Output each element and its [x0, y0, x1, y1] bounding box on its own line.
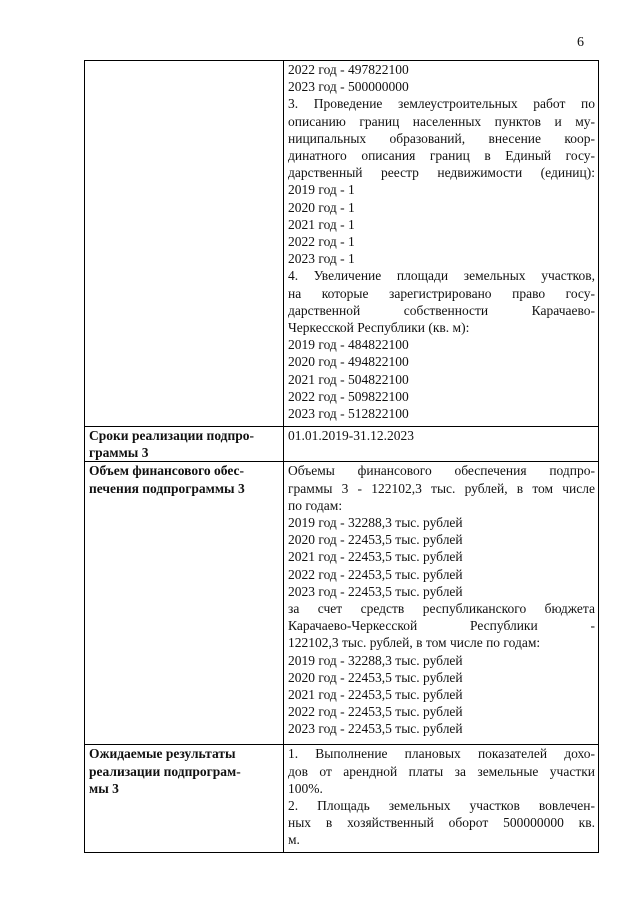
content-line: м.	[288, 832, 300, 848]
content-line: 2021 год - 1	[288, 216, 355, 232]
content-line: Черкесской Республики (кв. м):	[288, 320, 470, 336]
content-line: 2021 год - 22453,5 тыс. рублей	[288, 549, 463, 565]
table-row	[85, 462, 599, 745]
content-line: динатного описания границ в Единый госу-	[288, 148, 595, 164]
content-line: 2023 год - 22453,5 тыс. рублей	[288, 721, 463, 737]
content-line: граммы 3 - 122102,3 тыс. рублей, в том числе	[288, 480, 595, 496]
content-line: по годам:	[288, 497, 343, 513]
content-line: 2021 год - 22453,5 тыс. рублей	[288, 687, 463, 703]
content-line: 2020 год - 22453,5 тыс. рублей	[288, 669, 463, 685]
content-line: ниципальных образований, внесение коор-	[288, 130, 595, 146]
row-content-cell	[284, 462, 599, 745]
content-line: 2021 год - 504822100	[288, 371, 409, 387]
content-line: дарственной собственности Карачаево-	[288, 302, 595, 318]
content-line: 2020 год - 22453,5 тыс. рублей	[288, 532, 463, 548]
content-line: 2022 год - 497822100	[288, 62, 409, 77]
content-line: на которые зарегистрировано право госу-	[288, 285, 595, 301]
content-line: 2023 год - 500000000	[288, 79, 409, 95]
content-line: 2023 год - 1	[288, 251, 355, 267]
row-content-cell	[284, 745, 599, 853]
row-content-cell	[284, 61, 599, 427]
row-label-cell	[85, 745, 284, 853]
content-line: 2022 год - 509822100	[288, 388, 409, 404]
content-line: 2. Площадь земельных участков вовлечен-	[288, 798, 595, 814]
content-line: 2019 год - 32288,3 тыс. рублей	[288, 652, 463, 668]
content-line: Объемы финансового обеспечения подпро-	[288, 463, 595, 479]
content-line: 122102,3 тыс. рублей, в том числе по годам:	[288, 635, 541, 651]
content-line: 2023 год - 22453,5 тыс. рублей	[288, 583, 463, 599]
row-content-cell	[284, 427, 599, 462]
content-line: 1. Выполнение плановых показателей дохо-	[288, 746, 595, 762]
content-line: 2020 год - 1	[288, 199, 355, 215]
content-line: 3. Проведение землеустроительных работ по	[288, 96, 595, 112]
content-line: ных в хозяйственный оборот 500000000 кв.	[288, 815, 595, 831]
content-line: 2022 год - 22453,5 тыс. рублей	[288, 566, 463, 582]
row-label-line: Объем финансового обес-	[89, 463, 245, 479]
table-row	[85, 745, 599, 853]
content-line: 01.01.2019-31.12.2023	[288, 428, 414, 443]
content-line: 2019 год - 484822100	[288, 337, 409, 353]
row-label-cell	[85, 462, 284, 745]
content-line: за счет средств республиканского бюджета	[288, 601, 595, 617]
content-line: 2023 год - 512822100	[288, 406, 409, 422]
row-label-cell	[85, 61, 284, 427]
content-line: 2022 год - 1	[288, 234, 355, 250]
content-line: 2019 год - 1	[288, 182, 355, 198]
row-label-line: печения подпрограммы 3	[89, 480, 245, 496]
page-number: 6	[577, 35, 584, 50]
table-row	[85, 427, 599, 462]
content-line: 2022 год - 22453,5 тыс. рублей	[288, 704, 463, 720]
row-label-cell	[85, 427, 284, 462]
row-label-line: Ожидаемые результаты	[89, 746, 236, 762]
content-line: Карачаево-Черкесской Республики -	[288, 618, 595, 634]
row-label-line: мы 3	[89, 780, 119, 796]
row-label-line: Сроки реализации подпро-	[89, 428, 255, 443]
content-line: дарственный реестр недвижимости (единиц):	[288, 165, 595, 181]
content-line: дов от арендной платы за земельные участки	[288, 763, 595, 779]
content-line: описанию границ населенных пунктов и му-	[288, 113, 595, 129]
passport-table	[84, 60, 599, 853]
content-line: 4. Увеличение площади земельных участков,	[288, 268, 595, 284]
row-label-line: граммы 3	[89, 445, 149, 461]
row-label-line: реализации подпрограм-	[89, 763, 241, 779]
table-row	[85, 61, 599, 427]
content-line: 2020 год - 494822100	[288, 354, 409, 370]
table-body	[85, 61, 599, 853]
content-line: 100%.	[288, 780, 323, 796]
content-line: 2019 год - 32288,3 тыс. рублей	[288, 515, 463, 531]
